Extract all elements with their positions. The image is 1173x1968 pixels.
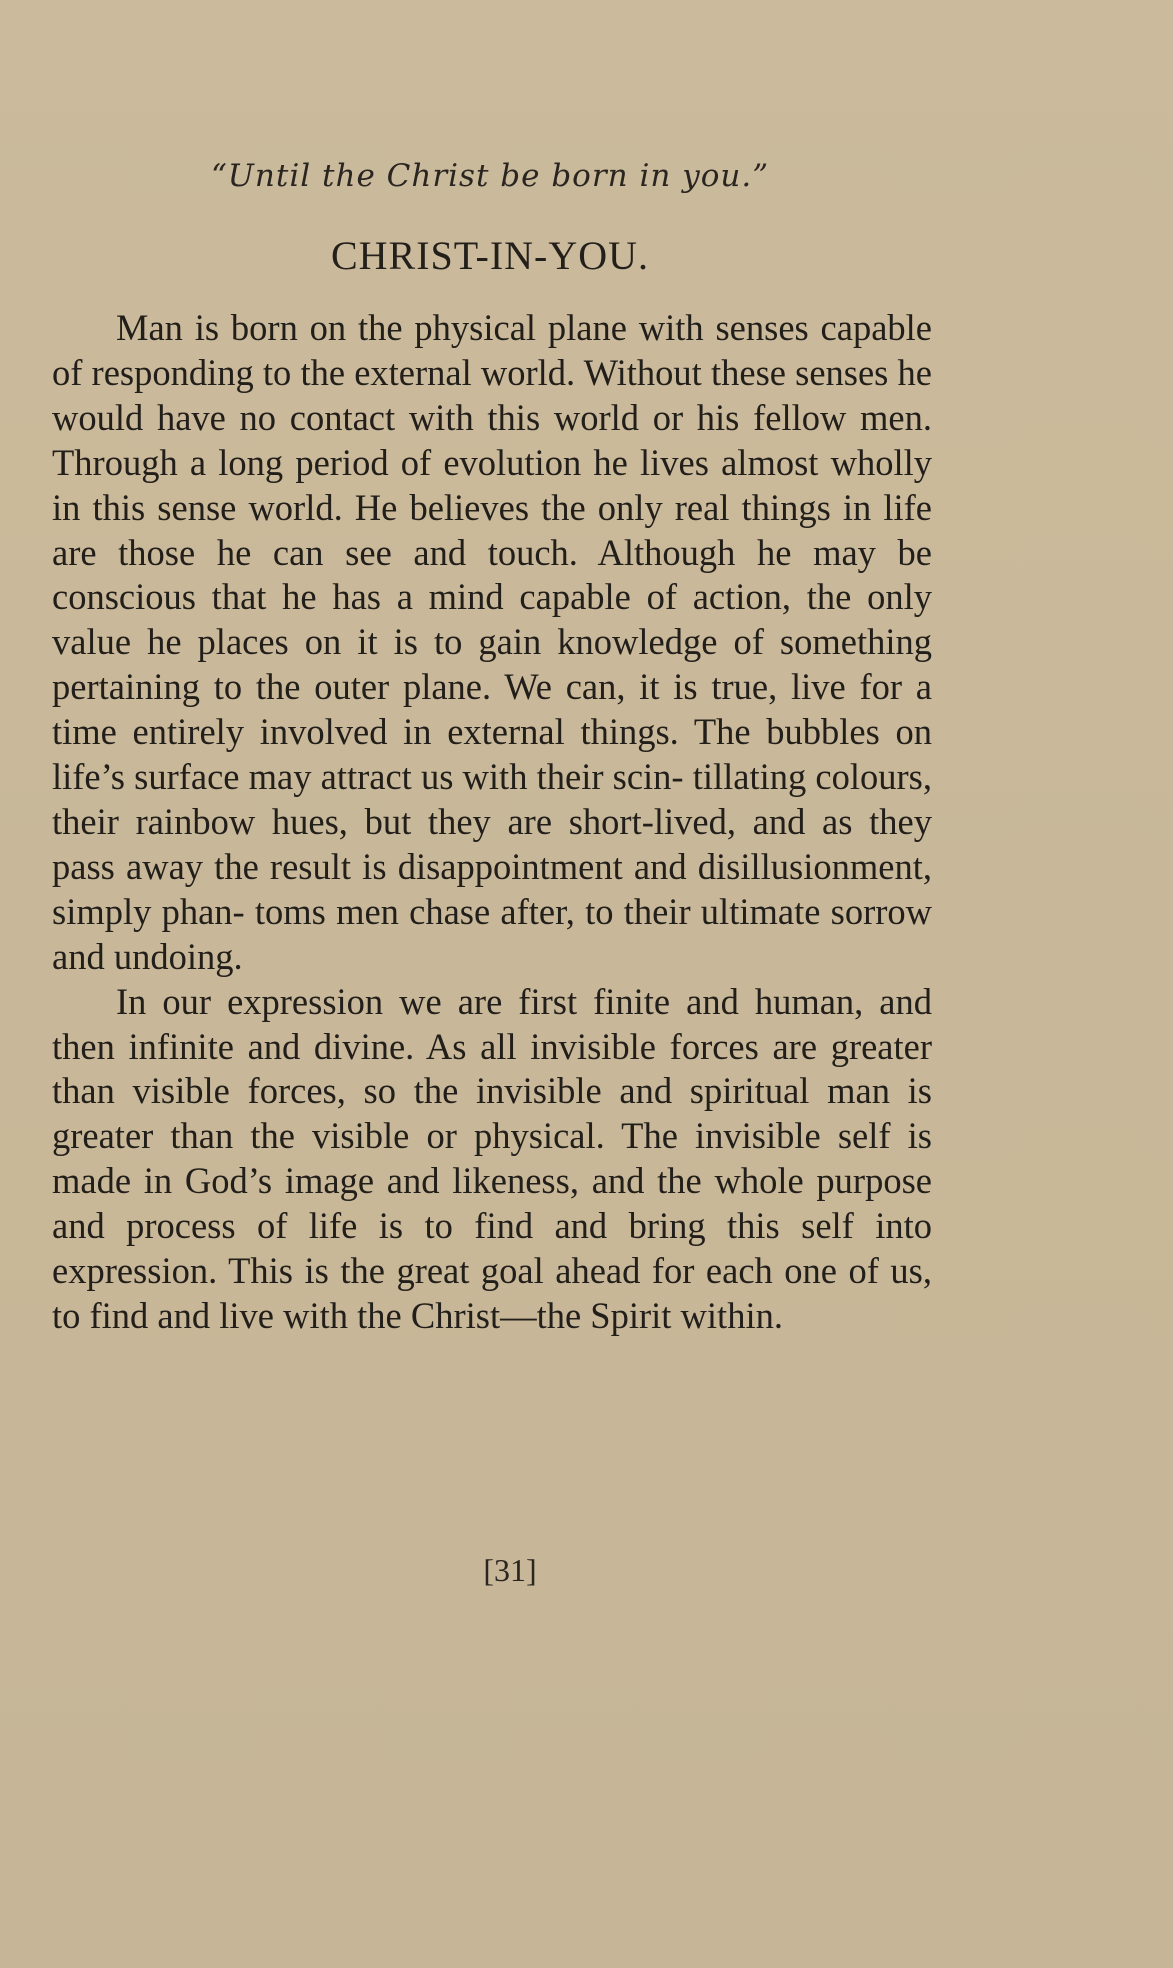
page-number: [31] — [483, 1552, 537, 1588]
paragraph-1: Man is born on the physical plane with senses capable of responding to the external world. Without these senses he would have no contact with this world or his fellow men. Through a long period of evolution he lives almost wholly in this sense world. He believes the only real things in life are those he can see and touch. Although he may be conscious that he has a mind capable of action, the only value he places on it is to gain knowledge of something pertaining to the outer plane. We can, it is true, live for a time entirely involved in external things. The bubbles on life’s surface may attract us with their scin- tillating colours, their rainbow hues, but they are short-lived, and as they pass away the result is disappointment and disillusionment, simply phan- toms men chase after, to their ultimate sorrow and undoing. — [52, 307, 932, 977]
chapter-title: CHRIST-IN-YOU. — [330, 233, 650, 278]
paragraph-2: In our expression we are first finite and human, and then infinite and divine. As all invisible forces are greater than visible forces, so the invisible and spiritual man is greater than the visible or physical. The invisible self is made in God’s image and likeness, and the whole purpose and process of life is to find and bring this self into expression. This is the great goal ahead for each one of us, to find and live with the Christ—the Spirit within. — [52, 980, 932, 1336]
epigraph: “Until the Christ be born in you.” — [210, 158, 770, 194]
body-text — [52, 306, 932, 1339]
